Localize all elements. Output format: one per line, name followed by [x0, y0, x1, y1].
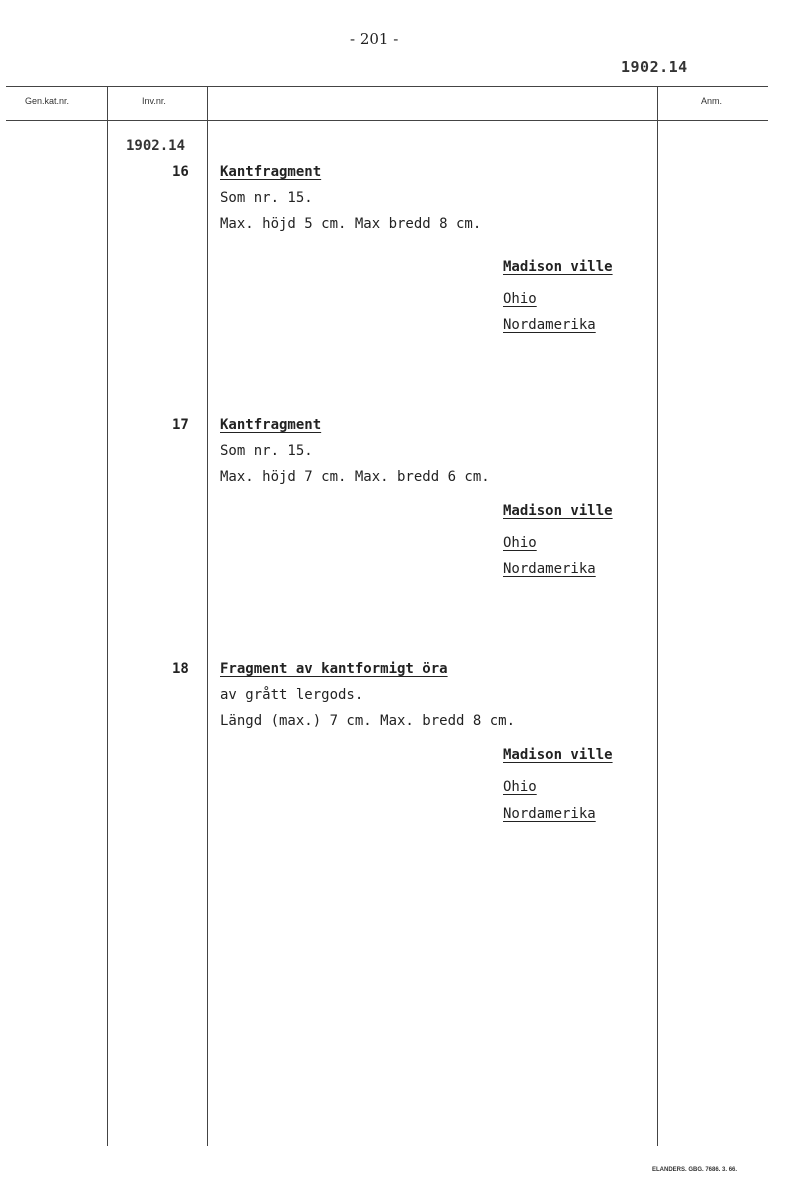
- entry-title: Kantfragment: [220, 417, 322, 433]
- column-header-inv: Inv.nr.: [142, 96, 166, 106]
- entry-title: Kantfragment: [220, 164, 322, 180]
- location-state: Ohio: [503, 291, 537, 307]
- inventory-number: 17: [172, 417, 189, 433]
- header-bottom-rule: [6, 120, 768, 121]
- entry-year: 1902.14: [126, 138, 186, 154]
- location-region: Nordamerika: [503, 317, 596, 333]
- column-divider-1: [107, 86, 108, 1146]
- entry-description: av grått lergods.: [220, 687, 364, 703]
- page-number: - 201 -: [350, 30, 399, 48]
- inventory-number: 18: [172, 661, 189, 677]
- entry-dimensions: Längd (max.) 7 cm. Max. bredd 8 cm.: [220, 713, 516, 729]
- entry-description: Som nr. 15.: [220, 443, 313, 459]
- location-city: Madison ville: [503, 259, 613, 275]
- entry-dimensions: Max. höjd 7 cm. Max. bredd 6 cm.: [220, 469, 490, 485]
- entry-title: Fragment av kantformigt öra: [220, 661, 448, 677]
- printer-mark: ELANDERS. GBG. 7686. 3. 66.: [652, 1167, 738, 1173]
- header-top-rule: [6, 86, 768, 87]
- location-state: Ohio: [503, 779, 537, 795]
- catalog-reference: 1902.14: [621, 58, 688, 76]
- entry-dimensions: Max. höjd 5 cm. Max bredd 8 cm.: [220, 216, 482, 232]
- location-region: Nordamerika: [503, 561, 596, 577]
- entry-description: Som nr. 15.: [220, 190, 313, 206]
- column-header-gen-kat: Gen.kat.nr.: [25, 96, 70, 106]
- column-header-anm: Anm.: [701, 96, 723, 106]
- location-region: Nordamerika: [503, 806, 596, 822]
- location-city: Madison ville: [503, 747, 613, 763]
- location-state: Ohio: [503, 535, 537, 551]
- location-city: Madison ville: [503, 503, 613, 519]
- column-divider-2: [207, 86, 208, 1146]
- inventory-number: 16: [172, 164, 189, 180]
- column-divider-3: [657, 86, 658, 1146]
